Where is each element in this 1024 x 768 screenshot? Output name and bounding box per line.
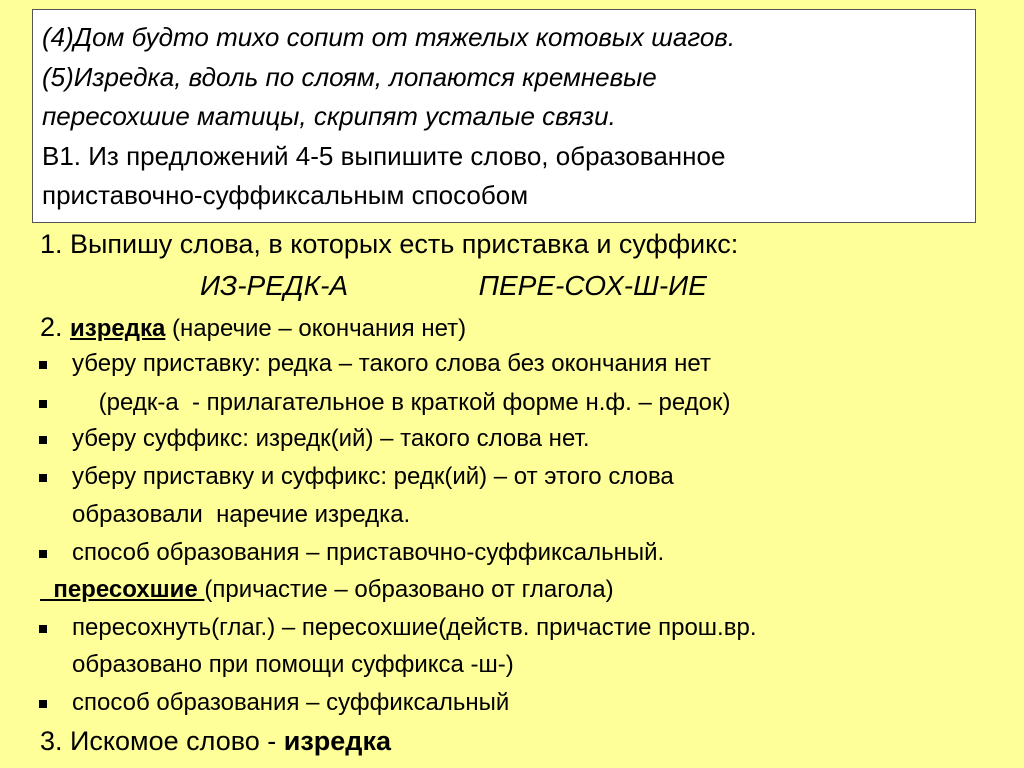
bullet-marker — [39, 474, 47, 482]
morpheme-analysis — [200, 270, 707, 302]
step3-prefix: 3. Искомое слово - — [40, 726, 284, 756]
step3-conclusion — [40, 726, 391, 757]
task-sentence-5: (5)Изредка, вдоль по слоям, лопаются кремневые — [42, 61, 657, 92]
step2-prefix: 2. — [40, 312, 71, 342]
task-sentence-4: (4)Дом будто тихо сопит от тяжелых котовых шагов. — [42, 22, 736, 52]
task-sentence-5-cont: пересохшие матицы, скрипят усталые связи. — [42, 101, 616, 131]
step3-answer: изредка — [283, 726, 391, 756]
bullet-marker — [39, 361, 47, 369]
bullet-marker — [39, 550, 47, 558]
step2-bullet-4: уберу приставку и суффикс: редк(ий) – от этого слова — [72, 463, 674, 490]
bullet-marker — [39, 400, 47, 408]
morpheme-word-2: ПЕРЕ-СОХ-Ш-ИЕ — [478, 270, 707, 301]
participle-word: пересохшие — [40, 576, 205, 603]
step2-bullet-1: уберу приставку: редка – такого слова без окончания нет — [72, 350, 711, 377]
step2-bullet-3: уберу суффикс: изредк(ий) – такого слова нет. — [72, 425, 590, 452]
step1-text: 1. Выпишу слова, в которых есть приставка и суффикс: — [40, 229, 739, 259]
task-box — [32, 9, 976, 223]
participle-bullet-1: пересохнуть(глаг.) – пересохшие(действ. причастие прош.вр. — [72, 614, 757, 641]
bullet-marker — [39, 625, 47, 633]
step2-note: (наречие – окончания нет) — [165, 315, 467, 342]
step2-heading — [40, 312, 466, 343]
participle-bullet-1-cont: образовано при помощи суффикса -ш-) — [72, 651, 514, 678]
step2-bullet-5: способ образования – приставочно-суффиксальный. — [72, 539, 665, 566]
step2-bullet-2: (редк-а - прилагательное в краткой форме н.ф. – редок) — [72, 389, 731, 416]
step2-bullet-4-cont: образовали наречие изредка. — [72, 501, 411, 528]
participle-heading — [40, 576, 614, 604]
bullet-marker — [39, 436, 47, 444]
morpheme-word-1: ИЗ-РЕДК-А — [200, 270, 349, 301]
task-question: В1. Из предложений 4-5 выпишите слово, образованное — [42, 140, 726, 171]
bullet-marker — [39, 700, 47, 708]
participle-bullet-2: способ образования – суффиксальный — [72, 689, 510, 716]
task-question-cont: приставочно-суффиксальным способом — [42, 180, 529, 210]
participle-note: (причастие – образовано от глагола) — [204, 576, 614, 603]
step2-word: изредка — [70, 315, 166, 342]
